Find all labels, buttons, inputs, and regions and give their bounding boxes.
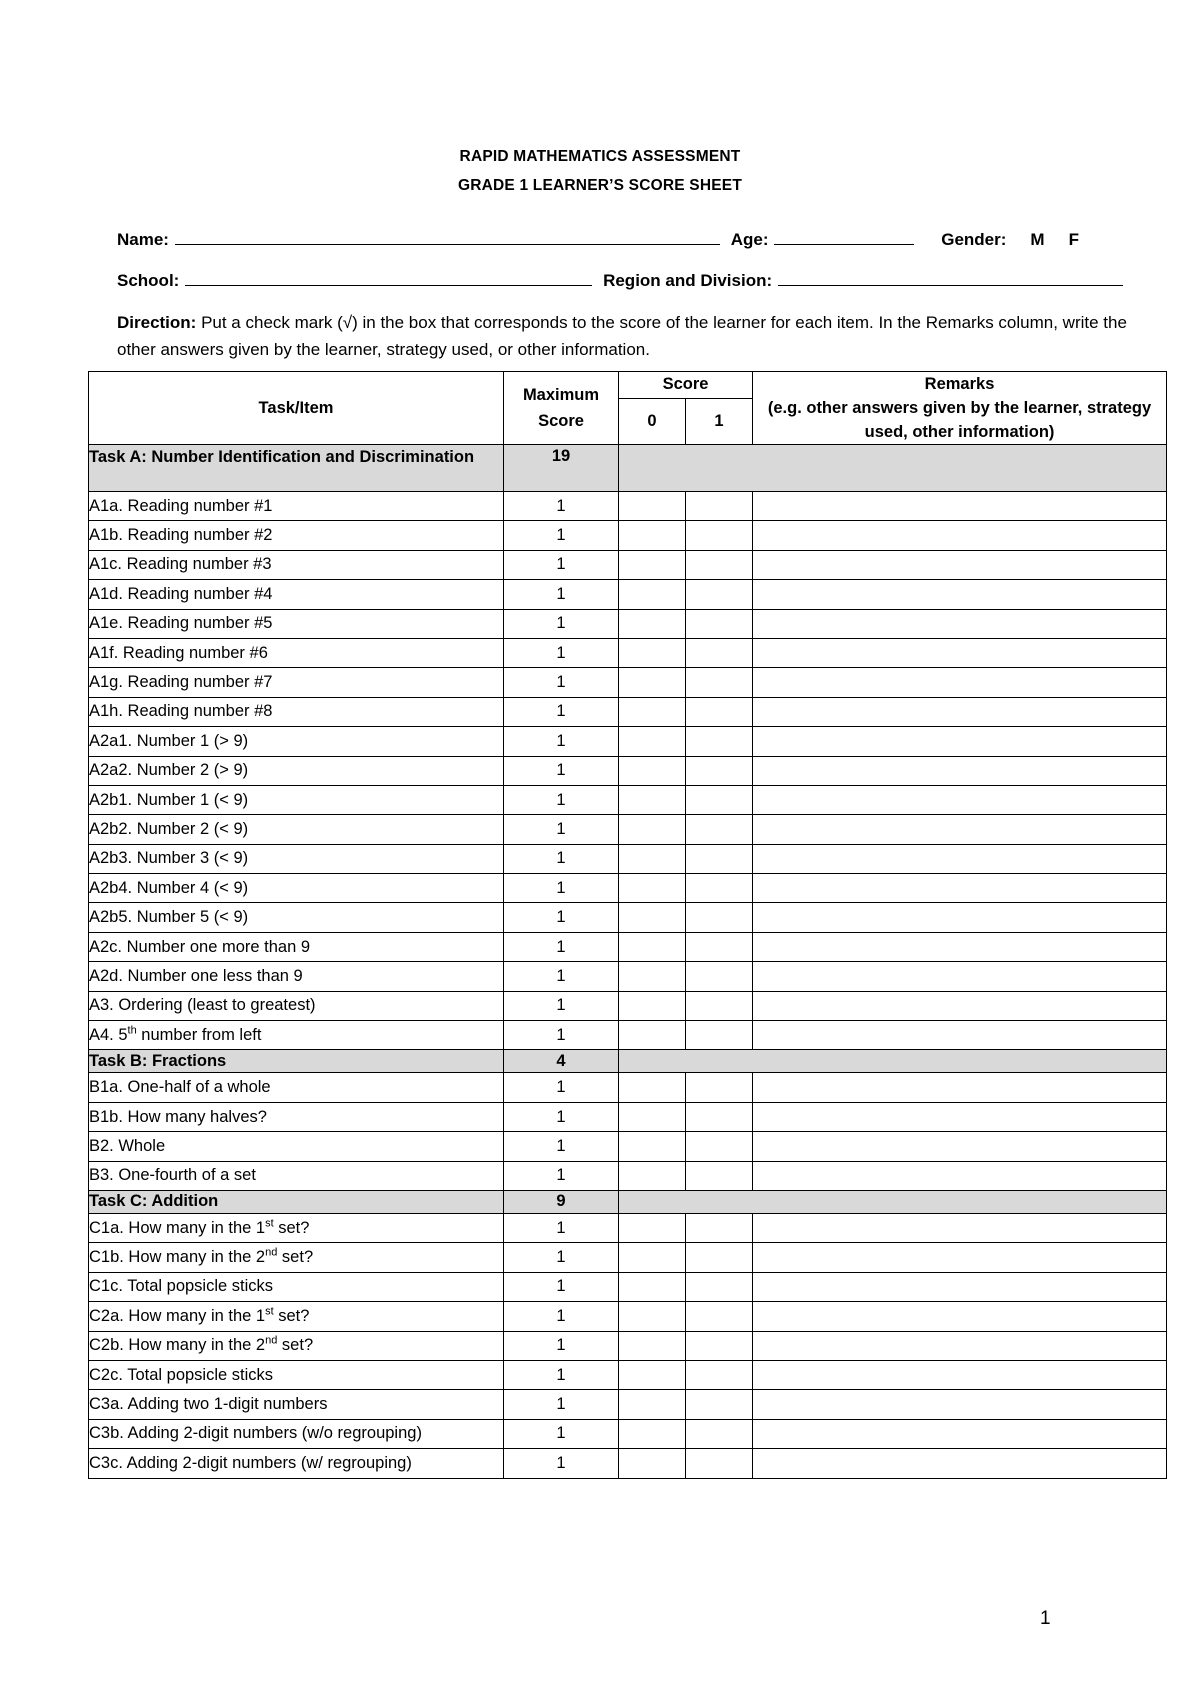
item-name — [89, 1390, 504, 1419]
score-1-checkbox[interactable] — [686, 1132, 753, 1161]
item-name — [89, 932, 504, 961]
item-max-score: 1 — [504, 785, 619, 814]
table-row — [89, 580, 1167, 609]
section-blank — [619, 1050, 1167, 1073]
table-row — [89, 874, 1167, 903]
score-0-checkbox[interactable] — [619, 1360, 686, 1389]
remarks-cell[interactable] — [753, 550, 1167, 579]
item-name — [89, 785, 504, 814]
school-label: School: — [117, 271, 180, 290]
score-0-checkbox[interactable] — [619, 1073, 686, 1102]
item-max-score: 1 — [504, 1331, 619, 1360]
score-1-checkbox[interactable] — [686, 492, 753, 521]
header-remarks-title: Remarks — [924, 375, 995, 393]
item-max-score: 1 — [504, 1390, 619, 1419]
score-1-checkbox[interactable] — [686, 1161, 753, 1190]
table-row — [89, 1213, 1167, 1242]
score-1-checkbox[interactable] — [686, 991, 753, 1020]
item-max-score: 1 — [504, 1102, 619, 1131]
score-0-checkbox[interactable] — [619, 668, 686, 697]
score-1-checkbox[interactable] — [686, 1021, 753, 1050]
item-max-score: 1 — [504, 1302, 619, 1331]
remarks-cell[interactable] — [753, 962, 1167, 991]
score-0-checkbox[interactable] — [619, 727, 686, 756]
gender-option-f[interactable]: F — [1068, 230, 1079, 249]
table-row — [89, 1449, 1167, 1478]
item-label: C3a. Adding two 1-digit numbers — [89, 1395, 328, 1414]
header-task-item: Task/Item — [89, 372, 504, 445]
item-label-rest: set? — [277, 1336, 314, 1355]
score-0-checkbox[interactable] — [619, 1331, 686, 1360]
item-label: A1b. Reading number #2 — [89, 526, 273, 545]
score-table-body — [89, 445, 1167, 1479]
item-label: A2a2. Number 2 (> 9) — [89, 761, 249, 780]
score-0-checkbox[interactable] — [619, 903, 686, 932]
item-max-score: 1 — [504, 962, 619, 991]
item-max-score: 1 — [504, 1161, 619, 1190]
remarks-cell[interactable] — [753, 785, 1167, 814]
remarks-cell[interactable] — [753, 1302, 1167, 1331]
section-row — [89, 445, 1167, 492]
item-label: C1b. How many in the 2 — [89, 1248, 266, 1267]
region-field[interactable] — [778, 269, 1123, 286]
item-label: C1a. How many in the 1 — [89, 1218, 266, 1237]
item-max-score: 1 — [504, 874, 619, 903]
score-0-checkbox[interactable] — [619, 697, 686, 726]
item-label: C1c. Total popsicle sticks — [89, 1277, 274, 1296]
item-label-rest: set? — [273, 1218, 310, 1237]
remarks-cell[interactable] — [753, 521, 1167, 550]
item-label: A1f. Reading number #6 — [89, 643, 268, 662]
item-label: A1c. Reading number #3 — [89, 555, 272, 574]
score-1-checkbox[interactable] — [686, 785, 753, 814]
item-name — [89, 1360, 504, 1389]
remarks-cell[interactable] — [753, 756, 1167, 785]
table-row — [89, 1419, 1167, 1448]
section-row — [89, 1190, 1167, 1213]
table-row — [89, 1272, 1167, 1301]
score-0-checkbox[interactable] — [619, 1302, 686, 1331]
header-score: Score — [619, 372, 753, 399]
page-number: 1 — [1040, 1608, 1051, 1629]
table-row — [89, 727, 1167, 756]
item-name — [89, 1302, 504, 1331]
item-name — [89, 550, 504, 579]
name-field[interactable] — [175, 228, 720, 245]
score-1-checkbox[interactable] — [686, 1390, 753, 1419]
item-max-score: 1 — [504, 521, 619, 550]
score-0-checkbox[interactable] — [619, 932, 686, 961]
score-1-checkbox[interactable] — [686, 1302, 753, 1331]
direction-body: Put a check mark (√) in the box that corresponds to the score of the learner for each item. In the Remarks column, write the other answers given by the learner, strategy used, or other information. — [117, 313, 1127, 359]
item-label: A1a. Reading number #1 — [89, 496, 273, 515]
score-0-checkbox[interactable] — [619, 1243, 686, 1272]
item-label: B1b. How many halves? — [89, 1107, 267, 1126]
score-1-checkbox[interactable] — [686, 550, 753, 579]
item-name — [89, 1331, 504, 1360]
table-row — [89, 1073, 1167, 1102]
item-label: B3. One-fourth of a set — [89, 1166, 256, 1185]
item-max-score: 1 — [504, 1213, 619, 1242]
score-0-checkbox[interactable] — [619, 1021, 686, 1050]
item-max-score: 1 — [504, 815, 619, 844]
remarks-cell[interactable] — [753, 668, 1167, 697]
score-0-checkbox[interactable] — [619, 1161, 686, 1190]
document-subtitle: GRADE 1 LEARNER’S SCORE SHEET — [458, 177, 742, 194]
score-1-checkbox[interactable] — [686, 1360, 753, 1389]
score-0-checkbox[interactable] — [619, 756, 686, 785]
table-row — [89, 521, 1167, 550]
remarks-cell[interactable] — [753, 1272, 1167, 1301]
score-0-checkbox[interactable] — [619, 1449, 686, 1478]
item-label: A3. Ordering (least to greatest) — [89, 996, 316, 1015]
item-max-score: 1 — [504, 1073, 619, 1102]
score-1-checkbox[interactable] — [686, 962, 753, 991]
item-max-score: 1 — [504, 697, 619, 726]
item-label: A2a1. Number 1 (> 9) — [89, 731, 249, 750]
school-field[interactable] — [185, 269, 592, 286]
region-label: Region and Division: — [603, 271, 773, 290]
item-name — [89, 580, 504, 609]
header-remarks-sub: (e.g. other answers given by the learner, strategy used, other information) — [767, 399, 1152, 441]
table-row — [89, 492, 1167, 521]
remarks-cell[interactable] — [753, 874, 1167, 903]
item-name — [89, 1132, 504, 1161]
table-row — [89, 550, 1167, 579]
table-row — [89, 815, 1167, 844]
score-0-checkbox[interactable] — [619, 844, 686, 873]
item-max-score: 1 — [504, 991, 619, 1020]
table-row — [89, 756, 1167, 785]
section-max-score: 9 — [504, 1190, 619, 1213]
item-label: A1h. Reading number #8 — [89, 702, 273, 721]
section-blank — [619, 445, 1167, 492]
remarks-cell[interactable] — [753, 492, 1167, 521]
remarks-cell[interactable] — [753, 844, 1167, 873]
direction-text — [117, 309, 1157, 363]
section-max-score: 19 — [504, 445, 619, 492]
school-region-row — [117, 269, 1123, 291]
table-row — [89, 1390, 1167, 1419]
score-1-checkbox[interactable] — [686, 1243, 753, 1272]
remarks-cell[interactable] — [753, 697, 1167, 726]
item-name — [89, 1021, 504, 1050]
item-name — [89, 874, 504, 903]
score-table — [88, 371, 1167, 1479]
score-0-checkbox[interactable] — [619, 785, 686, 814]
score-1-checkbox[interactable] — [686, 1449, 753, 1478]
age-label: Age: — [730, 230, 769, 249]
item-max-score: 1 — [504, 609, 619, 638]
score-0-checkbox[interactable] — [619, 638, 686, 667]
gender-option-m[interactable]: M — [1030, 230, 1045, 249]
item-name — [89, 815, 504, 844]
item-name — [89, 1272, 504, 1301]
header-max-score: Maximum Score — [504, 372, 619, 445]
item-label-rest: set? — [273, 1306, 310, 1325]
table-row — [89, 991, 1167, 1020]
item-name — [89, 492, 504, 521]
score-0-checkbox[interactable] — [619, 609, 686, 638]
item-name — [89, 962, 504, 991]
item-label-sup: st — [265, 1305, 274, 1318]
item-name — [89, 697, 504, 726]
section-title: Task A: Number Identification and Discrimination — [89, 445, 504, 492]
item-name — [89, 844, 504, 873]
item-name — [89, 638, 504, 667]
remarks-cell[interactable] — [753, 727, 1167, 756]
item-name — [89, 991, 504, 1020]
score-1-checkbox[interactable] — [686, 609, 753, 638]
item-label: A2d. Number one less than 9 — [89, 966, 303, 985]
item-max-score: 1 — [504, 1243, 619, 1272]
item-label: A2b4. Number 4 (< 9) — [89, 878, 249, 897]
section-title: Task C: Addition — [89, 1190, 504, 1213]
item-name — [89, 609, 504, 638]
item-max-score: 1 — [504, 668, 619, 697]
item-max-score: 1 — [504, 1272, 619, 1301]
remarks-cell[interactable] — [753, 1390, 1167, 1419]
score-1-checkbox[interactable] — [686, 1272, 753, 1301]
item-name — [89, 1449, 504, 1478]
item-name — [89, 521, 504, 550]
score-0-checkbox[interactable] — [619, 815, 686, 844]
score-1-checkbox[interactable] — [686, 874, 753, 903]
item-max-score: 1 — [504, 1449, 619, 1478]
score-1-checkbox[interactable] — [686, 1102, 753, 1131]
remarks-cell[interactable] — [753, 815, 1167, 844]
item-name — [89, 1419, 504, 1448]
score-1-checkbox[interactable] — [686, 1073, 753, 1102]
table-row — [89, 1243, 1167, 1272]
item-max-score: 1 — [504, 638, 619, 667]
score-1-checkbox[interactable] — [686, 1419, 753, 1448]
score-0-checkbox[interactable] — [619, 1102, 686, 1131]
name-age-gender-row — [117, 228, 1079, 250]
remarks-cell[interactable] — [753, 1360, 1167, 1389]
remarks-cell[interactable] — [753, 1073, 1167, 1102]
score-0-checkbox[interactable] — [619, 492, 686, 521]
item-label-rest: set? — [277, 1248, 314, 1267]
score-0-checkbox[interactable] — [619, 962, 686, 991]
table-row — [89, 609, 1167, 638]
item-max-score: 1 — [504, 756, 619, 785]
table-row — [89, 844, 1167, 873]
score-1-checkbox[interactable] — [686, 1331, 753, 1360]
header-remarks — [753, 372, 1167, 445]
score-1-checkbox[interactable] — [686, 697, 753, 726]
score-0-checkbox[interactable] — [619, 1213, 686, 1242]
item-max-score: 1 — [504, 1419, 619, 1448]
table-row — [89, 962, 1167, 991]
item-label: C2a. How many in the 1 — [89, 1306, 266, 1325]
score-1-checkbox[interactable] — [686, 1213, 753, 1242]
item-label: A2b2. Number 2 (< 9) — [89, 819, 249, 838]
remarks-cell[interactable] — [753, 991, 1167, 1020]
document-title: RAPID MATHEMATICS ASSESSMENT — [459, 148, 741, 165]
item-label: B2. Whole — [89, 1136, 166, 1155]
score-1-checkbox[interactable] — [686, 815, 753, 844]
remarks-cell[interactable] — [753, 1132, 1167, 1161]
item-label: A1e. Reading number #5 — [89, 614, 273, 633]
header-score-0: 0 — [619, 398, 686, 444]
score-0-checkbox[interactable] — [619, 580, 686, 609]
score-0-checkbox[interactable] — [619, 550, 686, 579]
score-0-checkbox[interactable] — [619, 991, 686, 1020]
score-0-checkbox[interactable] — [619, 874, 686, 903]
table-row — [89, 1021, 1167, 1050]
item-name — [89, 727, 504, 756]
remarks-cell[interactable] — [753, 580, 1167, 609]
item-name — [89, 1073, 504, 1102]
item-label-rest: number from left — [136, 1025, 262, 1044]
remarks-cell[interactable] — [753, 1449, 1167, 1478]
section-title: Task B: Fractions — [89, 1050, 504, 1073]
item-max-score: 1 — [504, 727, 619, 756]
direction-label: Direction: — [117, 313, 197, 332]
table-row — [89, 785, 1167, 814]
item-max-score: 1 — [504, 932, 619, 961]
item-name — [89, 756, 504, 785]
remarks-cell[interactable] — [753, 638, 1167, 667]
table-row — [89, 1102, 1167, 1131]
item-name — [89, 1243, 504, 1272]
item-label-sup: th — [127, 1024, 137, 1037]
table-row — [89, 668, 1167, 697]
table-row — [89, 1360, 1167, 1389]
score-0-checkbox[interactable] — [619, 1419, 686, 1448]
remarks-cell[interactable] — [753, 609, 1167, 638]
gender-label: Gender: — [941, 230, 1007, 249]
item-max-score: 1 — [504, 492, 619, 521]
table-row — [89, 1132, 1167, 1161]
score-1-checkbox[interactable] — [686, 521, 753, 550]
item-label: C2b. How many in the 2 — [89, 1336, 266, 1355]
score-1-checkbox[interactable] — [686, 580, 753, 609]
table-row — [89, 697, 1167, 726]
score-1-checkbox[interactable] — [686, 756, 753, 785]
item-max-score: 1 — [504, 1021, 619, 1050]
item-label-sup: st — [265, 1217, 274, 1230]
item-label: A1g. Reading number #7 — [89, 673, 273, 692]
item-label: A1d. Reading number #4 — [89, 584, 273, 603]
age-field[interactable] — [774, 228, 914, 245]
item-max-score: 1 — [504, 844, 619, 873]
remarks-cell[interactable] — [753, 1331, 1167, 1360]
table-row — [89, 1302, 1167, 1331]
score-0-checkbox[interactable] — [619, 521, 686, 550]
remarks-cell[interactable] — [753, 1102, 1167, 1131]
item-max-score: 1 — [504, 550, 619, 579]
score-0-checkbox[interactable] — [619, 1132, 686, 1161]
score-0-checkbox[interactable] — [619, 1390, 686, 1419]
item-label: C3c. Adding 2-digit numbers (w/ regrouping) — [89, 1453, 412, 1472]
item-label-sup: nd — [265, 1246, 278, 1259]
remarks-cell[interactable] — [753, 903, 1167, 932]
table-row — [89, 638, 1167, 667]
item-label: A2b1. Number 1 (< 9) — [89, 790, 249, 809]
item-name — [89, 1161, 504, 1190]
item-max-score: 1 — [504, 1360, 619, 1389]
remarks-cell[interactable] — [753, 1021, 1167, 1050]
score-0-checkbox[interactable] — [619, 1272, 686, 1301]
score-1-checkbox[interactable] — [686, 638, 753, 667]
item-label: C2c. Total popsicle sticks — [89, 1365, 274, 1384]
score-1-checkbox[interactable] — [686, 727, 753, 756]
remarks-cell[interactable] — [753, 1213, 1167, 1242]
remarks-cell[interactable] — [753, 1161, 1167, 1190]
remarks-cell[interactable] — [753, 932, 1167, 961]
item-label: A4. 5 — [89, 1025, 128, 1044]
remarks-cell[interactable] — [753, 1243, 1167, 1272]
section-max-score: 4 — [504, 1050, 619, 1073]
item-label: A2b3. Number 3 (< 9) — [89, 849, 249, 868]
item-name — [89, 1213, 504, 1242]
item-label: B1a. One-half of a whole — [89, 1078, 271, 1097]
item-label: A2b5. Number 5 (< 9) — [89, 908, 249, 927]
item-label: A2c. Number one more than 9 — [89, 937, 311, 956]
table-row — [89, 1331, 1167, 1360]
item-name — [89, 903, 504, 932]
item-max-score: 1 — [504, 903, 619, 932]
item-max-score: 1 — [504, 1132, 619, 1161]
score-1-checkbox[interactable] — [686, 844, 753, 873]
table-row — [89, 932, 1167, 961]
item-label-sup: nd — [265, 1334, 278, 1347]
item-name — [89, 668, 504, 697]
remarks-cell[interactable] — [753, 1419, 1167, 1448]
header-score-1: 1 — [686, 398, 753, 444]
name-label: Name: — [117, 230, 169, 249]
item-label: C3b. Adding 2-digit numbers (w/o regrouping) — [89, 1424, 422, 1443]
item-name — [89, 1102, 504, 1131]
table-row — [89, 903, 1167, 932]
score-1-checkbox[interactable] — [686, 903, 753, 932]
item-max-score: 1 — [504, 580, 619, 609]
table-row — [89, 1161, 1167, 1190]
section-blank — [619, 1190, 1167, 1213]
section-row — [89, 1050, 1167, 1073]
score-1-checkbox[interactable] — [686, 668, 753, 697]
score-1-checkbox[interactable] — [686, 932, 753, 961]
